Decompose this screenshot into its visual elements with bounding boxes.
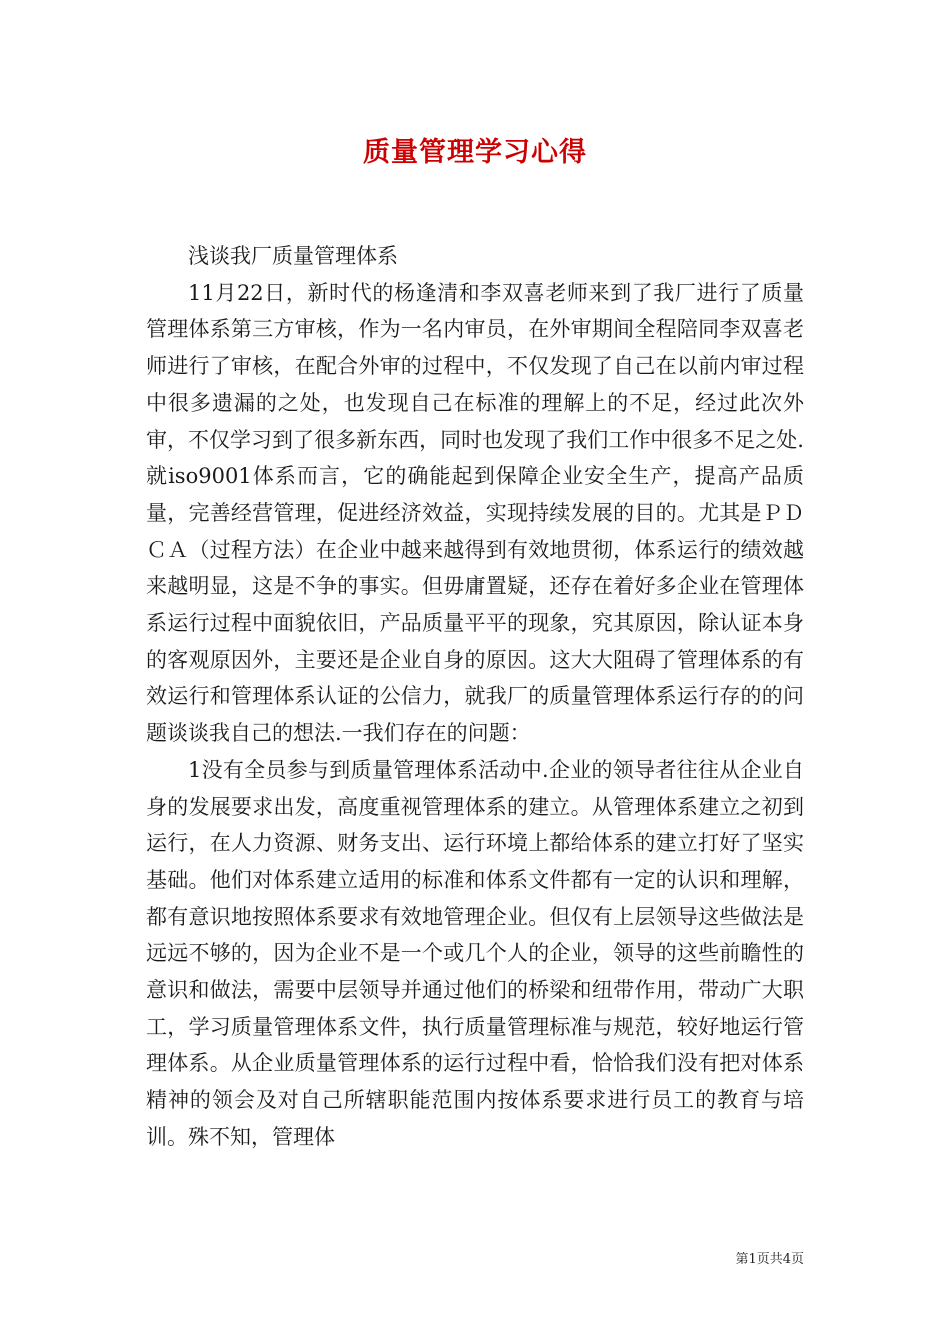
paragraph-subtitle: 浅谈我厂质量管理体系 — [188, 244, 398, 268]
document-title: 质量管理学习心得 — [363, 137, 587, 168]
document-body — [146, 238, 804, 1156]
page-number-footer: 第1页共4页 — [735, 1252, 804, 1267]
paragraph: 1没有全员参与到质量管理体系活动中.企业的领导者往往从企业自身的发展要求出发，高度重视管理体系的建立。从管理体系建立之初到运行，在人力资源、财务支出、运行环境上都给体系的建立打好了坚实基础。他们对体系建立适用的标准和体系文件都有一定的认识和理解，都有意识地按照体系要求有效地管理企业。但仅有上层领导这些做法是远远不够的，因为企业不是一个或几个人的企业，领导的这些前瞻性的意识和做法，需要中层领导并通过他们的桥梁和纽带作用，带动广大职工，学习质量管理体系文件，执行质量管理标准与规范，较好地运行管理体系。从企业质量管理体系的运行过程中看，恰恰我们没有把对体系精神的领会及对自己所辖职能范围内按体系要求进行员工的教育与培训。殊不知，管理体 — [146, 757, 804, 1149]
paragraph: 11月22日，新时代的杨逢清和李双喜老师来到了我厂进行了质量管理体系第三方审核，作为一名内审员，在外审期间全程陪同李双喜老师进行了审核，在配合外审的过程中，不仅发现了自己在以前内审过程中很多遗漏的之处，也发现自己在标准的理解上的不足，经过此次外审，不仅学习到了很多新东西，同时也发现了我们工作中很多不足之处.就iso9001体系而言，它的确能起到保障企业安全生产，提高产品质量，完善经营管理，促进经济效益，实现持续发展的目的。尤其是ＰＤＣＡ（过程方法）在企业中越来越得到有效地贯彻，体系运行的绩效越来越明显，这是不争的事实。但毋庸置疑，还存在着好多企业在管理体系运行过程中面貌依旧，产品质量平平的现象，究其原因，除认证本身的客观原因外，主要还是企业自身的原因。这大大阻碍了管理体系的有效运行和管理体系认证的公信力，就我厂的质量管理体系运行存的的问题谈谈我自己的想法.一我们存在的问题： — [146, 280, 804, 746]
